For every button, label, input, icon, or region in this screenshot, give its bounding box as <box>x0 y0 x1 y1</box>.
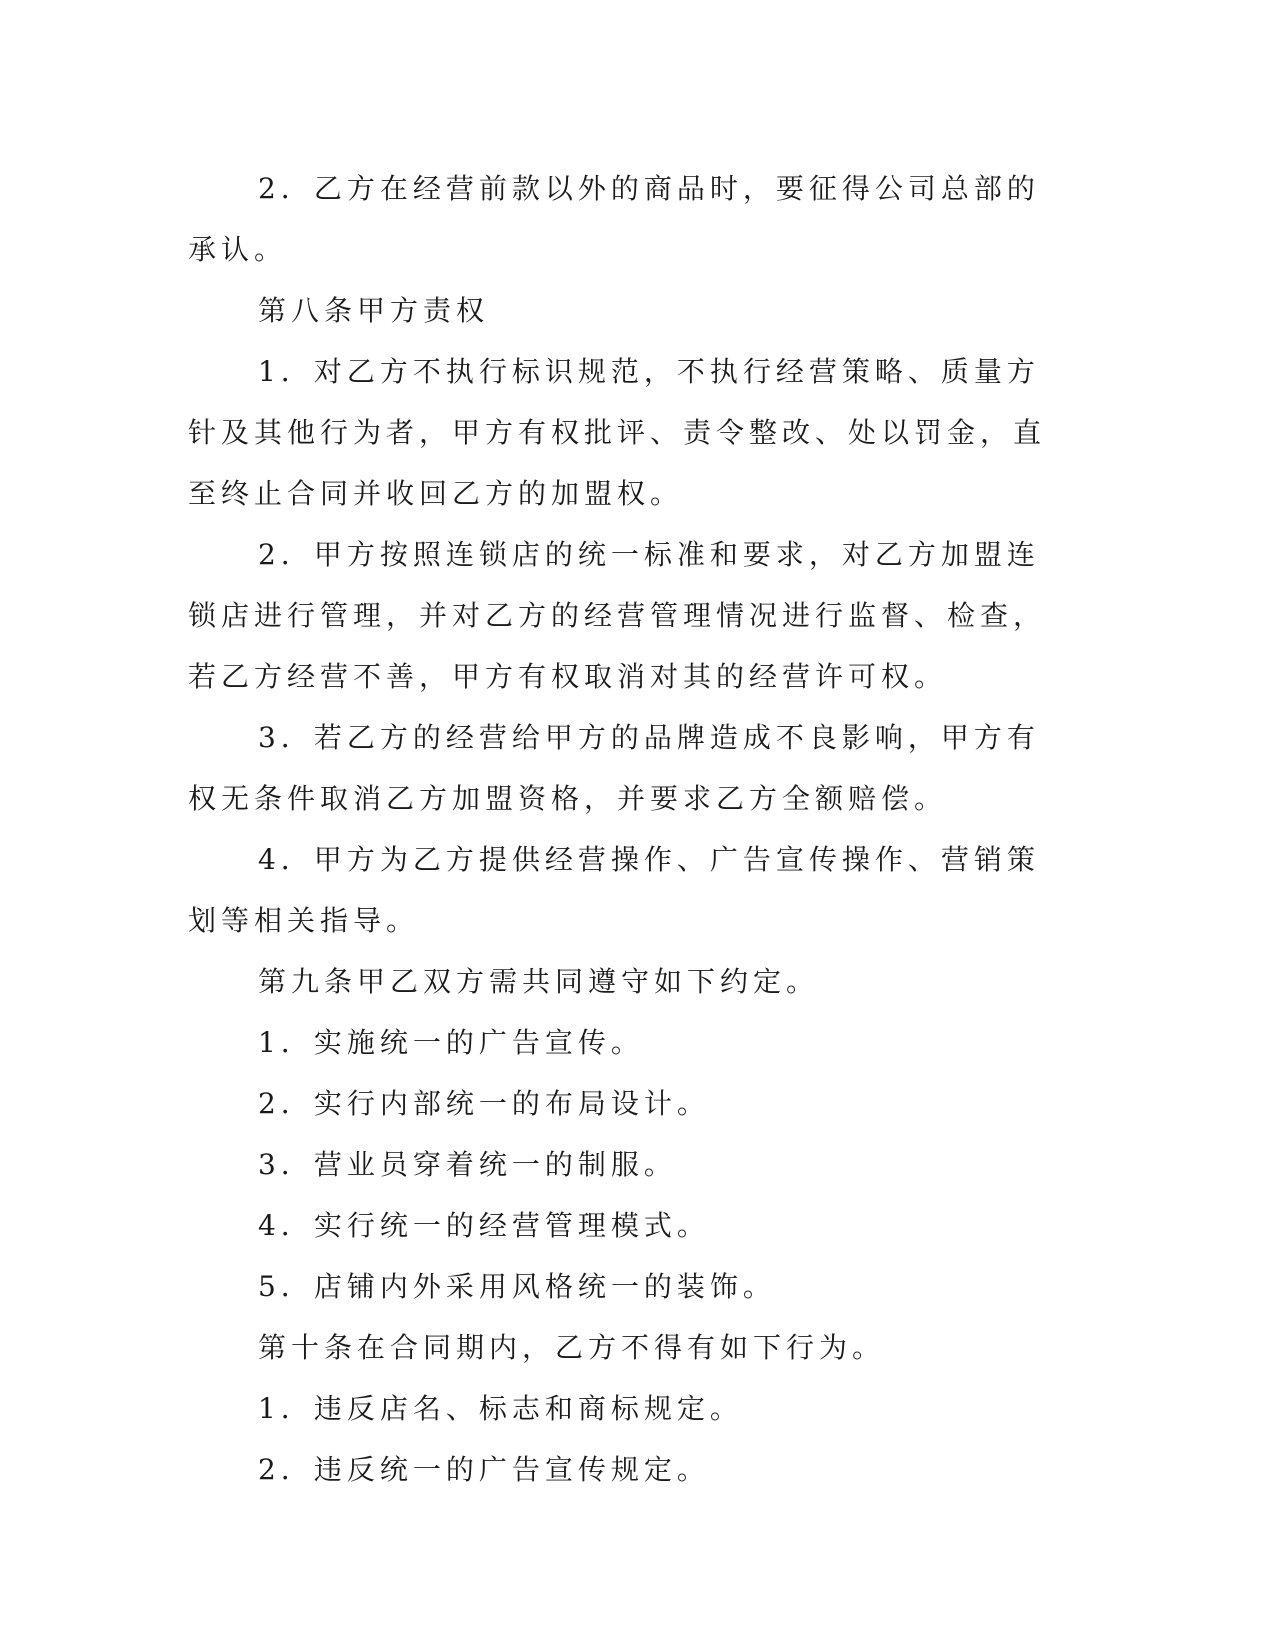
paragraph: 2．违反统一的广告宣传规定。 <box>258 1453 710 1486</box>
paragraph: 3．营业员穿着统一的制服。 <box>258 1148 677 1181</box>
paragraph: 2．乙方在经营前款以外的商品时，要征得公司总部的承认。 <box>188 172 1040 266</box>
paragraph: 4．甲方为乙方提供经营操作、广告宣传操作、营销策划等相关指导。 <box>188 843 1040 937</box>
section-heading: 第九条甲乙双方需共同遵守如下约定。 <box>258 965 820 998</box>
paragraph: 4．实行统一的经营管理模式。 <box>258 1209 710 1242</box>
paragraph: 1．实施统一的广告宣传。 <box>258 1026 644 1059</box>
document-body <box>188 158 1058 1500</box>
section-heading: 第十条在合同期内，乙方不得有如下行为。 <box>258 1331 886 1364</box>
paragraph: 2．甲方按照连锁店的统一标准和要求，对乙方加盟连锁店进行管理，并对乙方的经营管理情况进行监督、检查，若乙方经营不善，甲方有权取消对其的经营许可权。 <box>188 538 1047 693</box>
paragraph: 1．违反店名、标志和商标规定。 <box>258 1392 743 1425</box>
paragraph: 3．若乙方的经营给甲方的品牌造成不良影响，甲方有权无条件取消乙方加盟资格，并要求乙方全额赔偿。 <box>188 721 1040 815</box>
section-heading: 第八条甲方责权 <box>258 294 490 327</box>
paragraph: 5．店铺内外采用风格统一的装饰。 <box>258 1270 776 1303</box>
paragraph: 1．对乙方不执行标识规范，不执行经营策略、质量方针及其他行为者，甲方有权批评、责令整改、处以罚金，直至终止合同并收回乙方的加盟权。 <box>188 355 1047 510</box>
paragraph: 2．实行内部统一的布局设计。 <box>258 1087 710 1120</box>
